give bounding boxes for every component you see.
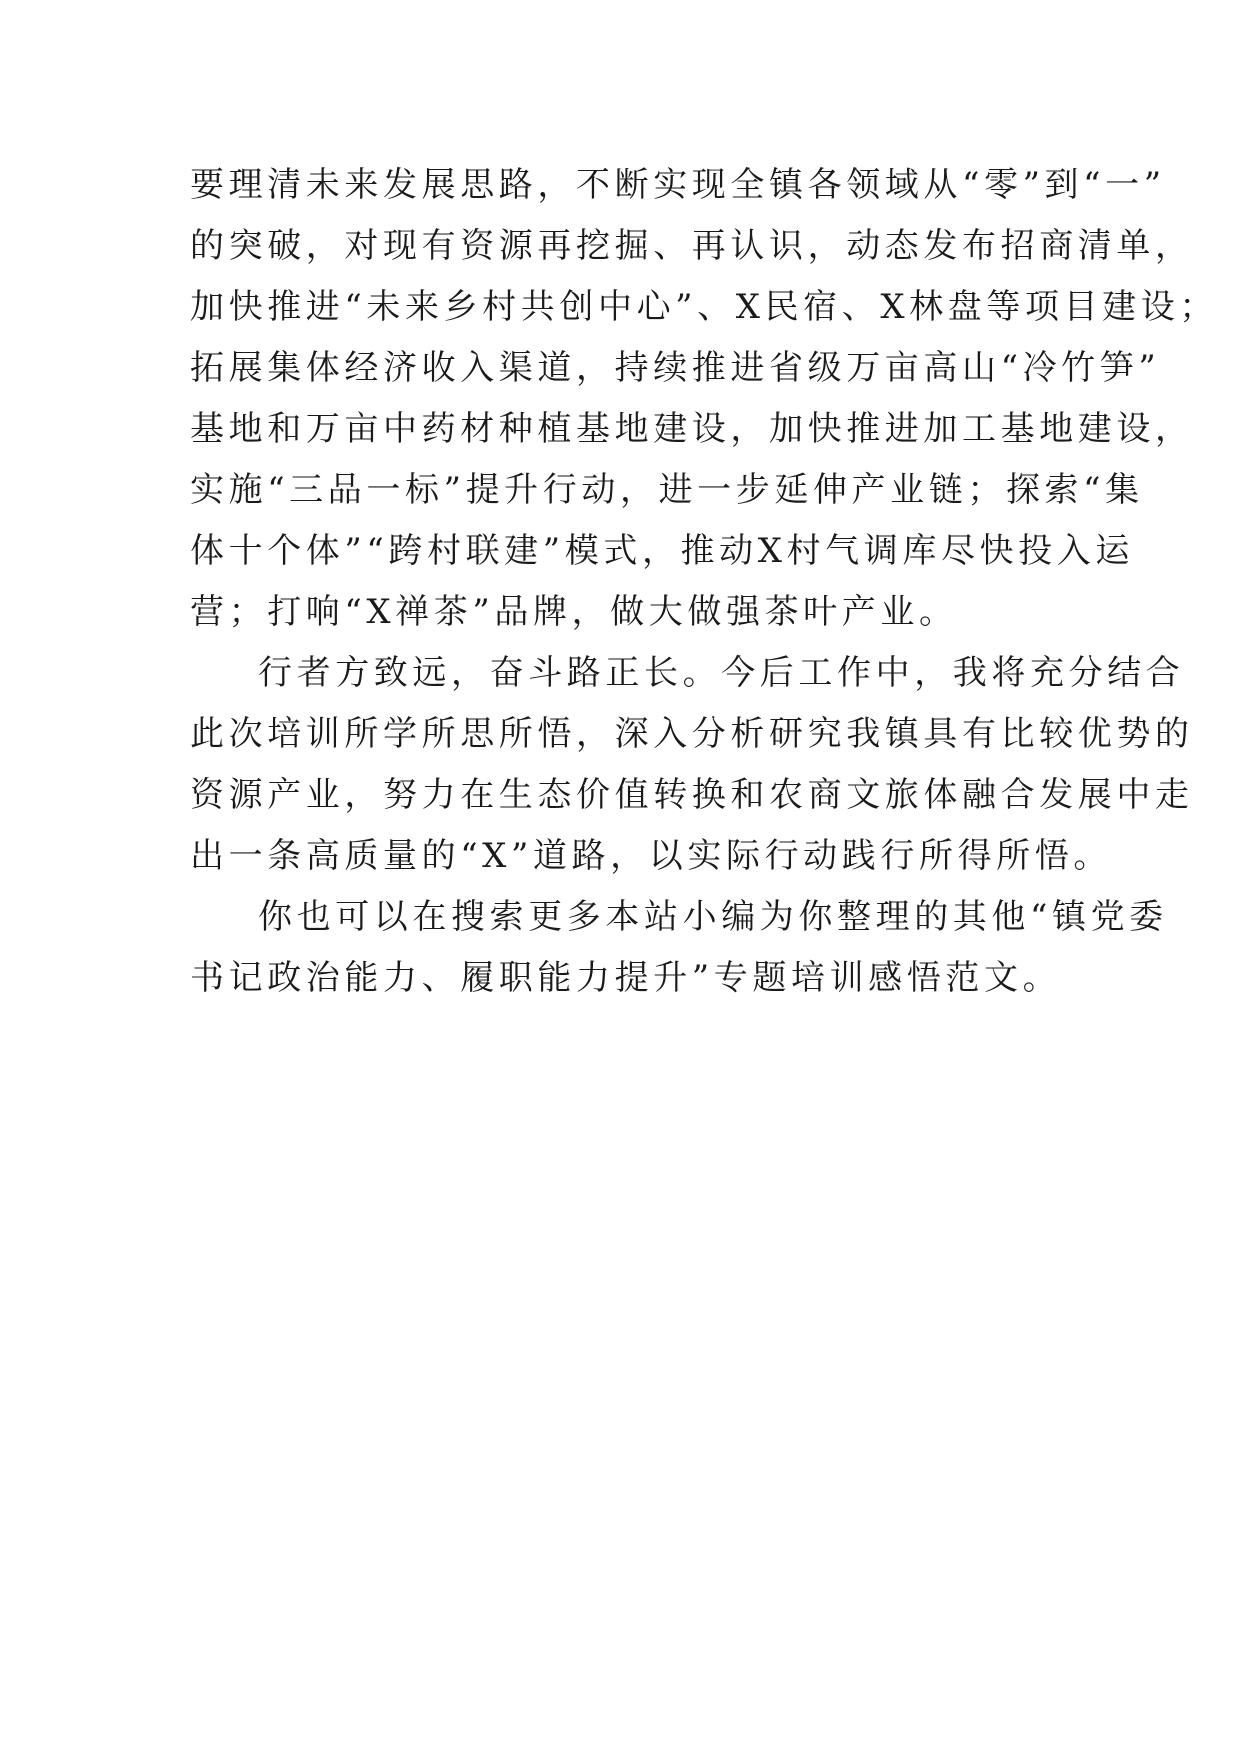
paragraph-conclusion bbox=[190, 643, 1194, 887]
text-line: 营；打响“X禅茶”品牌，做大做强茶叶产业。 bbox=[190, 592, 958, 632]
text-line: 拓展集体经济收入渠道，持续推进省级万亩高山“冷竹笋” bbox=[190, 348, 1161, 388]
text-line: 行者方致远，奋斗路正长。今后工作中，我将充分结合 bbox=[258, 653, 1185, 693]
text-line: 要理清未来发展思路，不断实现全镇各领域从“零”到“一” bbox=[190, 165, 1166, 205]
text-line: 基地和万亩中药材种植基地建设，加快推进加工基地建设， bbox=[190, 409, 1194, 449]
text-line: 出一条高质量的“X”道路，以实际行动践行所得所悟。 bbox=[190, 836, 1112, 876]
text-line: 实施“三品一标”提升行动，进一步延伸产业链；探索“集 bbox=[190, 470, 1144, 510]
paragraph-footer-note bbox=[190, 887, 1168, 1009]
text-line: 的突破，对现有资源再挖掘、再认识，动态发布招商清单， bbox=[190, 226, 1194, 266]
text-line: 加快推进“未来乡村共创中心”、X民宿、X林盘等项目建设； bbox=[190, 287, 1218, 327]
text-line: 此次培训所学所思所悟，深入分析研究我镇具有比较优势的 bbox=[190, 714, 1194, 754]
paragraph-continuation bbox=[190, 155, 1218, 643]
text-line: 书记政治能力、履职能力提升”专题培训感悟范文。 bbox=[190, 958, 1062, 998]
document-body bbox=[190, 155, 1218, 1009]
text-line: 体十个体”“跨村联建”模式，推动X村气调库尽快投入运 bbox=[190, 531, 1134, 571]
text-line: 你也可以在搜索更多本站小编为你整理的其他“镇党委 bbox=[258, 897, 1168, 937]
text-line: 资源产业，努力在生态价值转换和农商文旅体融合发展中走 bbox=[190, 775, 1194, 815]
